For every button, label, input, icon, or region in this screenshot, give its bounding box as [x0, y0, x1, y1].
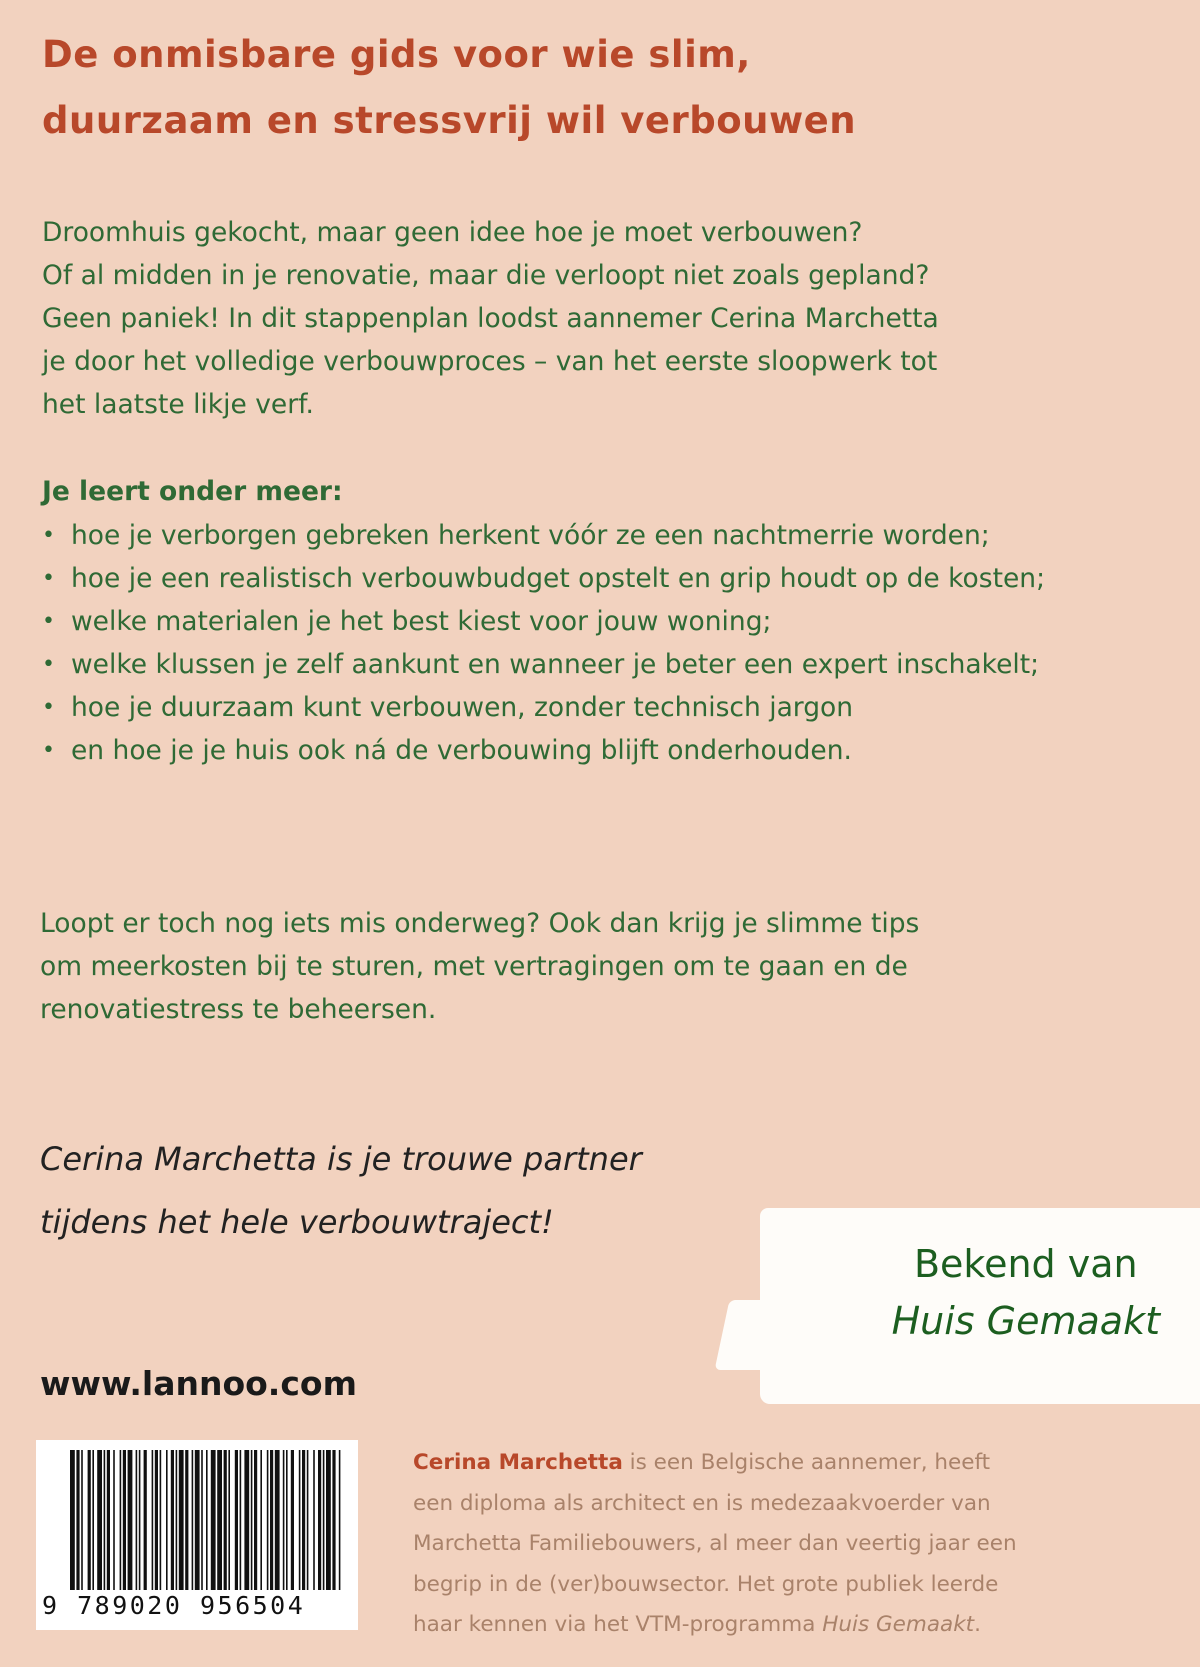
barcode-bar	[136, 1450, 138, 1590]
headline-line-2: duurzaam en stressvrij wil verbouwen	[42, 99, 857, 142]
list-item: • hoe je duurzaam kunt verbouwen, zonder technisch jargon	[42, 686, 1082, 729]
learn-title: Je leert onder meer:	[42, 476, 343, 507]
barcode-bar	[339, 1450, 341, 1590]
headline-line-1: De onmisbare gids voor wie slim,	[42, 33, 751, 76]
barcode-bar	[224, 1450, 227, 1590]
barcode-bar	[275, 1450, 280, 1590]
barcode-bar	[104, 1450, 106, 1590]
barcode-bar	[206, 1450, 208, 1590]
barcode-bar	[92, 1450, 94, 1590]
barcode-bar	[107, 1450, 110, 1590]
isbn-number: 9 789020 956504	[42, 1591, 306, 1620]
list-item: • hoe je verborgen gebreken herkent vóór ze een nachtmerrie worden;	[42, 514, 1082, 557]
barcode-bar	[240, 1450, 242, 1590]
barcode-bar	[211, 1450, 216, 1590]
barcode-bar	[76, 1450, 79, 1590]
barcode-bar	[313, 1450, 315, 1590]
known-from-badge	[760, 1208, 1200, 1404]
barcode-bar	[235, 1450, 238, 1590]
barcode-bar	[185, 1450, 188, 1590]
publisher-website[interactable]: www.lannoo.com	[40, 1364, 357, 1403]
barcode-bar	[152, 1450, 154, 1590]
list-item: • welke materialen je het best kiest voor jouw woning;	[42, 600, 1082, 643]
barcode-bar	[70, 1450, 75, 1590]
barcode-bar	[270, 1450, 273, 1590]
outro-paragraph	[40, 902, 1090, 1031]
barcode-bar	[254, 1450, 257, 1590]
tagline-line-2: tijdens het hele verbouwtraject!	[40, 1203, 554, 1241]
badge-text	[892, 1236, 1160, 1350]
author-name: Cerina Marchetta	[413, 1450, 623, 1475]
barcode-bar	[97, 1450, 102, 1590]
author-bio-text: .	[974, 1612, 981, 1637]
barcode-bar	[195, 1450, 200, 1590]
barcode-bar	[155, 1450, 158, 1590]
barcode-bar	[244, 1450, 249, 1590]
intro-paragraph	[42, 211, 1092, 426]
barcode-bar	[120, 1450, 122, 1590]
author-bio-text: begrip in de (ver)bouwsector. Het grote publiek leerde	[413, 1571, 999, 1597]
barcode-bar	[123, 1450, 126, 1590]
barcode-bar	[192, 1450, 194, 1590]
intro-line: je door het volledige verbouwproces – van het eerste sloopwerk tot	[42, 346, 938, 377]
barcode-bar	[88, 1450, 91, 1590]
barcode-bar	[323, 1450, 325, 1590]
barcode-bar	[326, 1450, 331, 1590]
intro-line: Geen paniek! In dit stappenplan loodst aannemer Cerina Marchetta	[42, 303, 939, 334]
barcode-bar	[176, 1450, 178, 1590]
barcode-bar	[179, 1450, 184, 1590]
intro-line: Of al midden in je renovatie, maar die verloopt niet zoals gepland?	[42, 260, 930, 291]
barcode-bar	[201, 1450, 203, 1590]
author-bio	[413, 1443, 1113, 1646]
barcode-bar	[128, 1450, 133, 1590]
badge-show-title: Huis Gemaakt	[891, 1299, 1160, 1343]
list-item: • hoe je een realistisch verbouwbudget opstelt en grip houdt op de kosten;	[42, 557, 1082, 600]
headline	[42, 22, 856, 154]
author-bio-text: Marchetta Familiebouwers, al meer dan veertig jaar een	[413, 1531, 1017, 1556]
barcode-bar	[286, 1450, 288, 1590]
barcode-bar	[307, 1450, 309, 1590]
barcode-bar	[283, 1450, 285, 1590]
list-item: • en hoe je je huis ook ná de verbouwing blijft onderhouden.	[42, 729, 1082, 772]
outro-line: renovatiestress te beheersen.	[40, 994, 437, 1025]
barcode-bar	[267, 1450, 269, 1590]
barcode-bar	[291, 1450, 294, 1590]
author-bio-text: haar kennen via het VTM-programma	[413, 1612, 823, 1637]
barcode-bar	[251, 1450, 253, 1590]
barcode-bar	[318, 1450, 321, 1590]
barcode-bar	[171, 1450, 174, 1590]
barcode-bar	[81, 1450, 83, 1590]
barcode-bar	[113, 1450, 115, 1590]
isbn-barcode	[36, 1440, 358, 1630]
barcode-bar	[260, 1450, 262, 1590]
author-bio-text: is een Belgische aannemer, heeft	[622, 1450, 991, 1475]
outro-line: om meerkosten bij te sturen, met vertragingen om te gaan en de	[40, 951, 908, 982]
tagline-line-1: Cerina Marchetta is je trouwe partner	[40, 1140, 642, 1178]
intro-line: het laatste likje verf.	[42, 389, 314, 420]
author-show-title: Huis Gemaakt	[822, 1612, 975, 1637]
barcode-bar	[160, 1450, 162, 1590]
author-bio-text: een diploma als architect en is medezaakvoerder van	[413, 1490, 991, 1516]
barcode-bar	[217, 1450, 222, 1590]
barcode-bar	[228, 1450, 230, 1590]
learn-list	[42, 514, 1082, 772]
barcode-bar	[302, 1450, 305, 1590]
barcode-bar	[299, 1450, 301, 1590]
intro-line: Droomhuis gekocht, maar geen idee hoe je moet verbouwen?	[42, 217, 863, 248]
outro-line: Loopt er toch nog iets mis onderweg? Ook dan krijg je slimme tips	[40, 908, 920, 939]
tagline	[40, 1128, 642, 1254]
barcode-bar	[166, 1450, 168, 1590]
badge-line-1: Bekend van	[913, 1242, 1138, 1286]
list-item: • welke klussen je zelf aankunt en wanneer je beter een expert inschakelt;	[42, 643, 1082, 686]
barcode-bar	[144, 1450, 147, 1590]
barcode-bar	[139, 1450, 141, 1590]
barcode-bar	[332, 1450, 335, 1590]
